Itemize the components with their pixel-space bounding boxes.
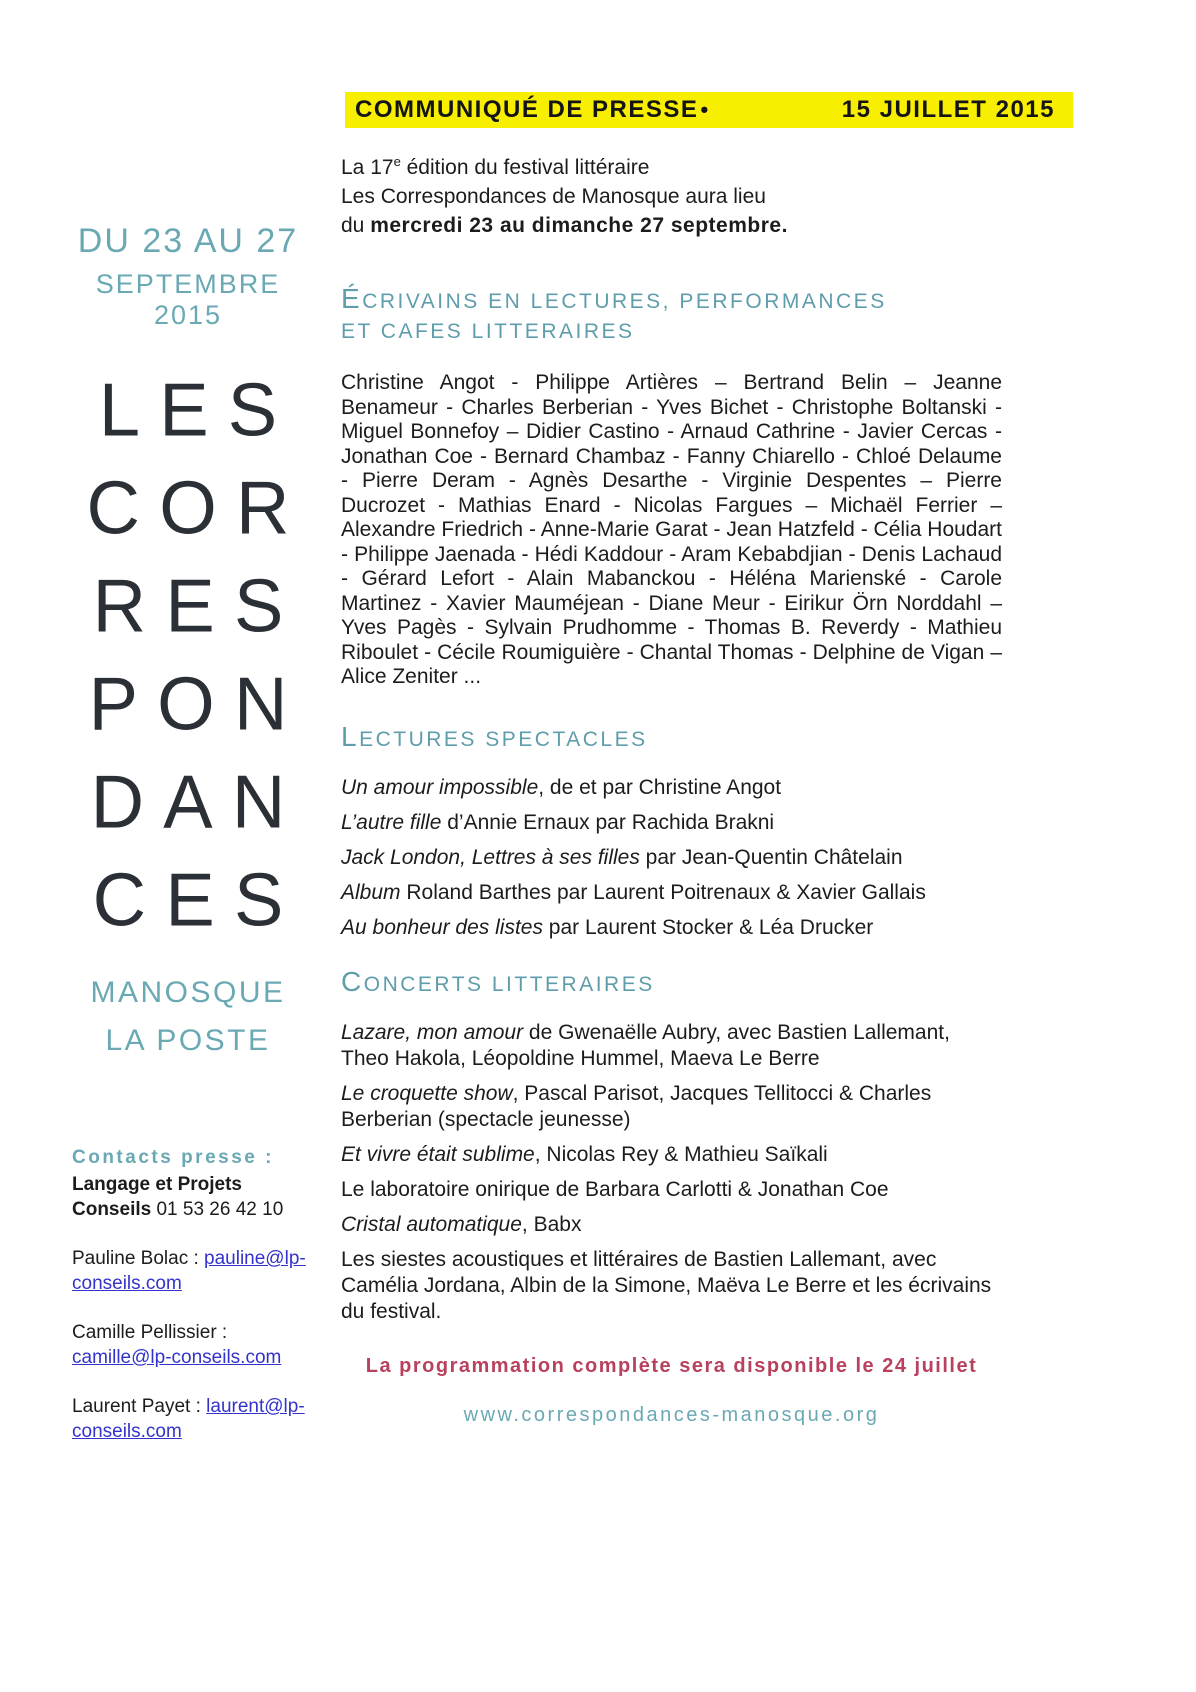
section-writers-heading-line1: ÉCRIVAINS EN LECTURES, PERFORMANCES	[341, 283, 887, 314]
show-detail: par Laurent Stocker & Léa Drucker	[542, 915, 874, 939]
festival-dates-line2: SEPTEMBRE 2015	[95, 269, 281, 330]
logo-line: PON	[88, 661, 307, 746]
banner-bullet: •	[700, 97, 710, 122]
show-detail: Le laboratoire onirique de Barbara Carlotti & Jonathan Coe	[341, 1177, 889, 1201]
section-writers	[341, 284, 1002, 690]
show-detail: , Babx	[521, 1212, 582, 1236]
show-title: Cristal automatique	[341, 1212, 522, 1236]
logo-line: LES	[98, 367, 297, 452]
agency-phone: 01 53 26 42 10	[151, 1199, 284, 1220]
show-title: Le croquette show	[341, 1081, 513, 1105]
show-title: Un amour impossible	[341, 775, 539, 799]
show-detail: , Nicolas Rey & Mathieu Saïkali	[534, 1142, 828, 1166]
show-title: Au bonheur des listes	[341, 915, 543, 939]
show-detail: d’Annie Ernaux par Rachida Brakni	[441, 810, 775, 834]
section-lectures	[341, 722, 1002, 941]
main-content	[341, 147, 1002, 1427]
lecture-item	[341, 915, 1002, 941]
email-link[interactable]: camille@lp-conseils.com	[72, 1347, 282, 1368]
show-title: Et vivre était sublime	[341, 1142, 535, 1166]
intro-line1: La 17e édition du festival littéraire	[341, 154, 650, 179]
logo-line: CES	[92, 857, 303, 942]
festival-dates-line1: DU 23 AU 27	[77, 222, 299, 260]
show-title: L’autre fille	[341, 810, 442, 834]
venue-place: LA POSTE	[105, 1024, 271, 1057]
festival-website-link[interactable]: www.correspondances-manosque.org	[463, 1403, 880, 1426]
show-detail: , de et par Christine Angot	[538, 775, 782, 799]
lecture-item	[341, 845, 1002, 871]
section-concerts-heading: CONCERTS LITTERAIRES	[341, 965, 655, 997]
press-contacts-heading: Contacts presse :	[72, 1147, 274, 1168]
show-detail: par Jean-Quentin Châtelain	[639, 845, 903, 869]
concert-item	[341, 1177, 1002, 1203]
section-lectures-heading: LECTURES SPECTACLES	[341, 720, 648, 752]
contact-name: Pauline Bolac :	[72, 1248, 205, 1269]
show-title: Album	[341, 880, 401, 904]
logo-line: DAN	[90, 759, 305, 844]
show-detail: de Gwenaëlle Aubry, avec Bastien Lallemant, Theo Hakola, Léopoldine Hummel, Maeva Le Berre	[341, 1020, 950, 1070]
contact-name: Camille Pellissier :	[72, 1322, 228, 1343]
section-writers-heading-line2: ET CAFES LITTERAIRES	[341, 320, 635, 343]
agency-line	[72, 1172, 316, 1222]
lecture-item	[341, 775, 1002, 801]
concert-item	[341, 1020, 1002, 1072]
logo-line: RES	[92, 563, 303, 648]
writers-list: Christine Angot - Philippe Artières – Bertrand Belin – Jeanne Benameur - Charles Berberian - Yves Bichet - Christophe Boltanski - Miguel Bonnefoy – Didier Castino - Arnaud Cathrine - Javier Cercas - Jonathan Coe - Bernard Chambaz - Fanny Chiarello - Chloé Delaume - Pierre Deram - Agnès Desarthe - Virginie Despentes – Pierre Ducrozet - Mathias Enard - Nicolas Fargues – Michaël Ferrier – Alexandre Friedrich - Anne-Marie Garat - Jean Hatzfeld - Célia Houdart - Philippe Jaenada - Hédi Kaddour - Aram Kebabdjian - Denis Lachaud - Gérard Lefort - Alain Mabanckou - Héléna Marienské - Carole Martinez - Xavier Mauméjean - Diane Meur - Eirikur Örn Norddahl – Yves Pagès - Sylvain Prudhomme - Thomas B. Reverdy - Mathieu Riboulet - Cécile Roumiguière - Chantal Thomas - Delphine de Vigan – Alice Zeniter ...	[341, 371, 1002, 688]
concert-item	[341, 1142, 1002, 1168]
email-link[interactable]: pauline@lp-conseils.com	[72, 1248, 306, 1294]
festival-dates-bold: mercredi 23 au dimanche 27 septembre	[370, 214, 782, 237]
show-detail: Roland Barthes par Laurent Poitrenaux & Xavier Gallais	[400, 880, 926, 904]
email-link[interactable]: laurent@lp-conseils.com	[72, 1396, 305, 1442]
concert-item	[341, 1212, 1002, 1238]
contact-person	[72, 1246, 322, 1296]
lecture-item	[341, 880, 1002, 906]
banner-title: COMMUNIQUÉ DE PRESSE	[355, 96, 699, 123]
banner-date: 15 JUILLET 2015	[841, 96, 1055, 123]
lecture-item	[341, 810, 1002, 836]
concert-item	[341, 1247, 1002, 1325]
intro-line3: du mercredi 23 au dimanche 27 septembre.	[341, 214, 788, 237]
venue-city: MANOSQUE	[90, 976, 286, 1009]
venue	[60, 969, 316, 1065]
lectures-list	[341, 775, 1002, 941]
contact-person	[72, 1320, 322, 1370]
intro-paragraph	[341, 147, 1002, 240]
concerts-list	[341, 1020, 1002, 1325]
contact-name: Laurent Payet :	[72, 1396, 207, 1417]
show-title: Jack London, Lettres à ses filles	[341, 845, 640, 869]
sidebar	[60, 222, 316, 1444]
show-title: Lazare, mon amour	[341, 1020, 524, 1044]
superscript-e: e	[393, 154, 401, 169]
concert-item	[341, 1081, 1002, 1133]
section-concerts	[341, 967, 1002, 1325]
agency-name: Langage et Projets Conseils	[72, 1174, 242, 1220]
intro-line2: Les Correspondances de Manosque aura lieu	[341, 185, 766, 208]
show-detail: , Pascal Parisot, Jacques Tellitocci & Charles Berberian (spectacle jeunesse)	[341, 1081, 932, 1131]
show-detail: Les siestes acoustiques et littéraires de Bastien Lallemant, avec Camélia Jordana, Albin de la Simone, Maëva Le Berre et les écrivains du festival.	[341, 1247, 992, 1323]
press-contacts	[60, 1145, 316, 1444]
program-availability-note: La programmation complète sera disponible le 24 juillet	[365, 1354, 978, 1377]
logo-line: COR	[86, 465, 309, 550]
contact-person	[72, 1394, 322, 1444]
press-release-banner	[345, 92, 1073, 128]
festival-logo	[60, 361, 316, 949]
